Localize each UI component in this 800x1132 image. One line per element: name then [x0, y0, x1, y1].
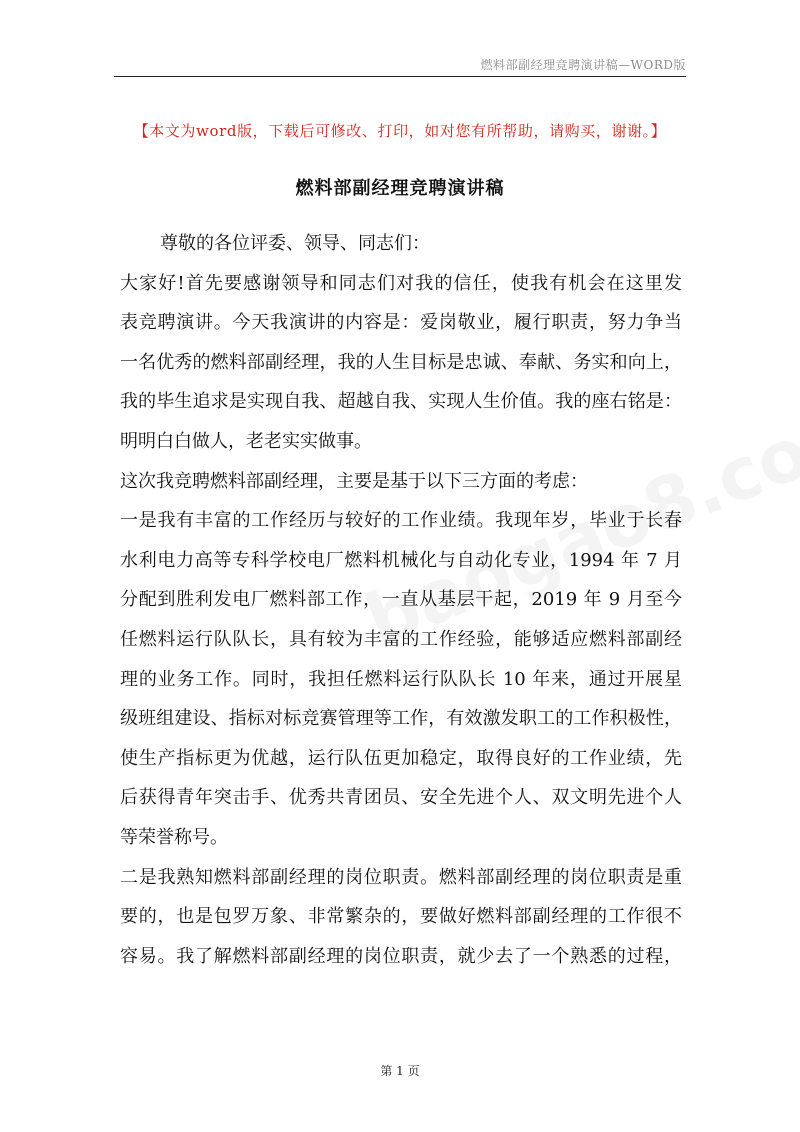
body-line: 容易。我了解燃料部副经理的岗位职责，就少去了一个熟悉的过程，	[120, 945, 682, 967]
body-line: 等荣誉称号。	[120, 826, 228, 848]
body-line: 任燃料运行队队长，具有较为丰富的工作经验，能够适应燃料部副经	[120, 628, 682, 650]
body-line: 我的毕生追求是实现自我、超越自我、实现人生价值。我的座右铭是：	[120, 391, 682, 413]
body-line: 理的业务工作。同时，我担任燃料运行队队长 10 年来，通过开展星	[120, 668, 682, 690]
body-line: 水利电力高等专科学校电厂燃料机械化与自动化专业，1994 年 7 月	[120, 549, 682, 571]
body-line: 一名优秀的燃料部副经理，我的人生目标是忠诚、奉献、务实和向上，	[120, 351, 682, 373]
body-line: 使生产指标更为优越，运行队伍更加稳定，取得良好的工作业绩，先	[120, 747, 682, 769]
body-line: 分配到胜利发电厂燃料部工作，一直从基层干起，2019 年 9 月至今	[120, 589, 682, 611]
document-body	[120, 224, 682, 976]
document-title: 燃料部副经理竞聘演讲稿	[295, 178, 505, 199]
body-line: 后获得青年突击手、优秀共青团员、安全先进个人、双文明先进个人	[120, 787, 682, 809]
body-line: 级班组建设、指标对标竞赛管理等工作，有效激发职工的工作积极性，	[120, 708, 682, 730]
purchase-notice: 【本文为word版，下载后可修改、打印，如对您有所帮助，请购买，谢谢。】	[133, 122, 667, 140]
body-line: 明明白白做人，老老实实做事。	[120, 430, 372, 452]
body-line: 要的，也是包罗万象、非常繁杂的，要做好燃料部副经理的工作很不	[120, 906, 682, 928]
header-divider	[114, 76, 686, 77]
page-number: 第 1 页	[380, 1064, 420, 1078]
body-line: 二是我熟知燃料部副经理的岗位职责。燃料部副经理的岗位职责是重	[120, 866, 682, 888]
body-line: 表竞聘演讲。今天我演讲的内容是：爱岗敬业，履行职责，努力争当	[120, 312, 682, 334]
body-line: 一是我有丰富的工作经历与较好的工作业绩。我现年岁，毕业于长春	[120, 510, 682, 532]
salutation-line: 尊敬的各位评委、领导、同志们：	[160, 233, 430, 254]
body-line: 这次我竞聘燃料部副经理，主要是基于以下三方面的考虑：	[120, 470, 588, 492]
body-line: 大家好!首先要感谢领导和同志们对我的信任，使我有机会在这里发	[120, 272, 682, 294]
running-header: 燃料部副经理竞聘演讲稿—WORD版	[480, 58, 686, 72]
